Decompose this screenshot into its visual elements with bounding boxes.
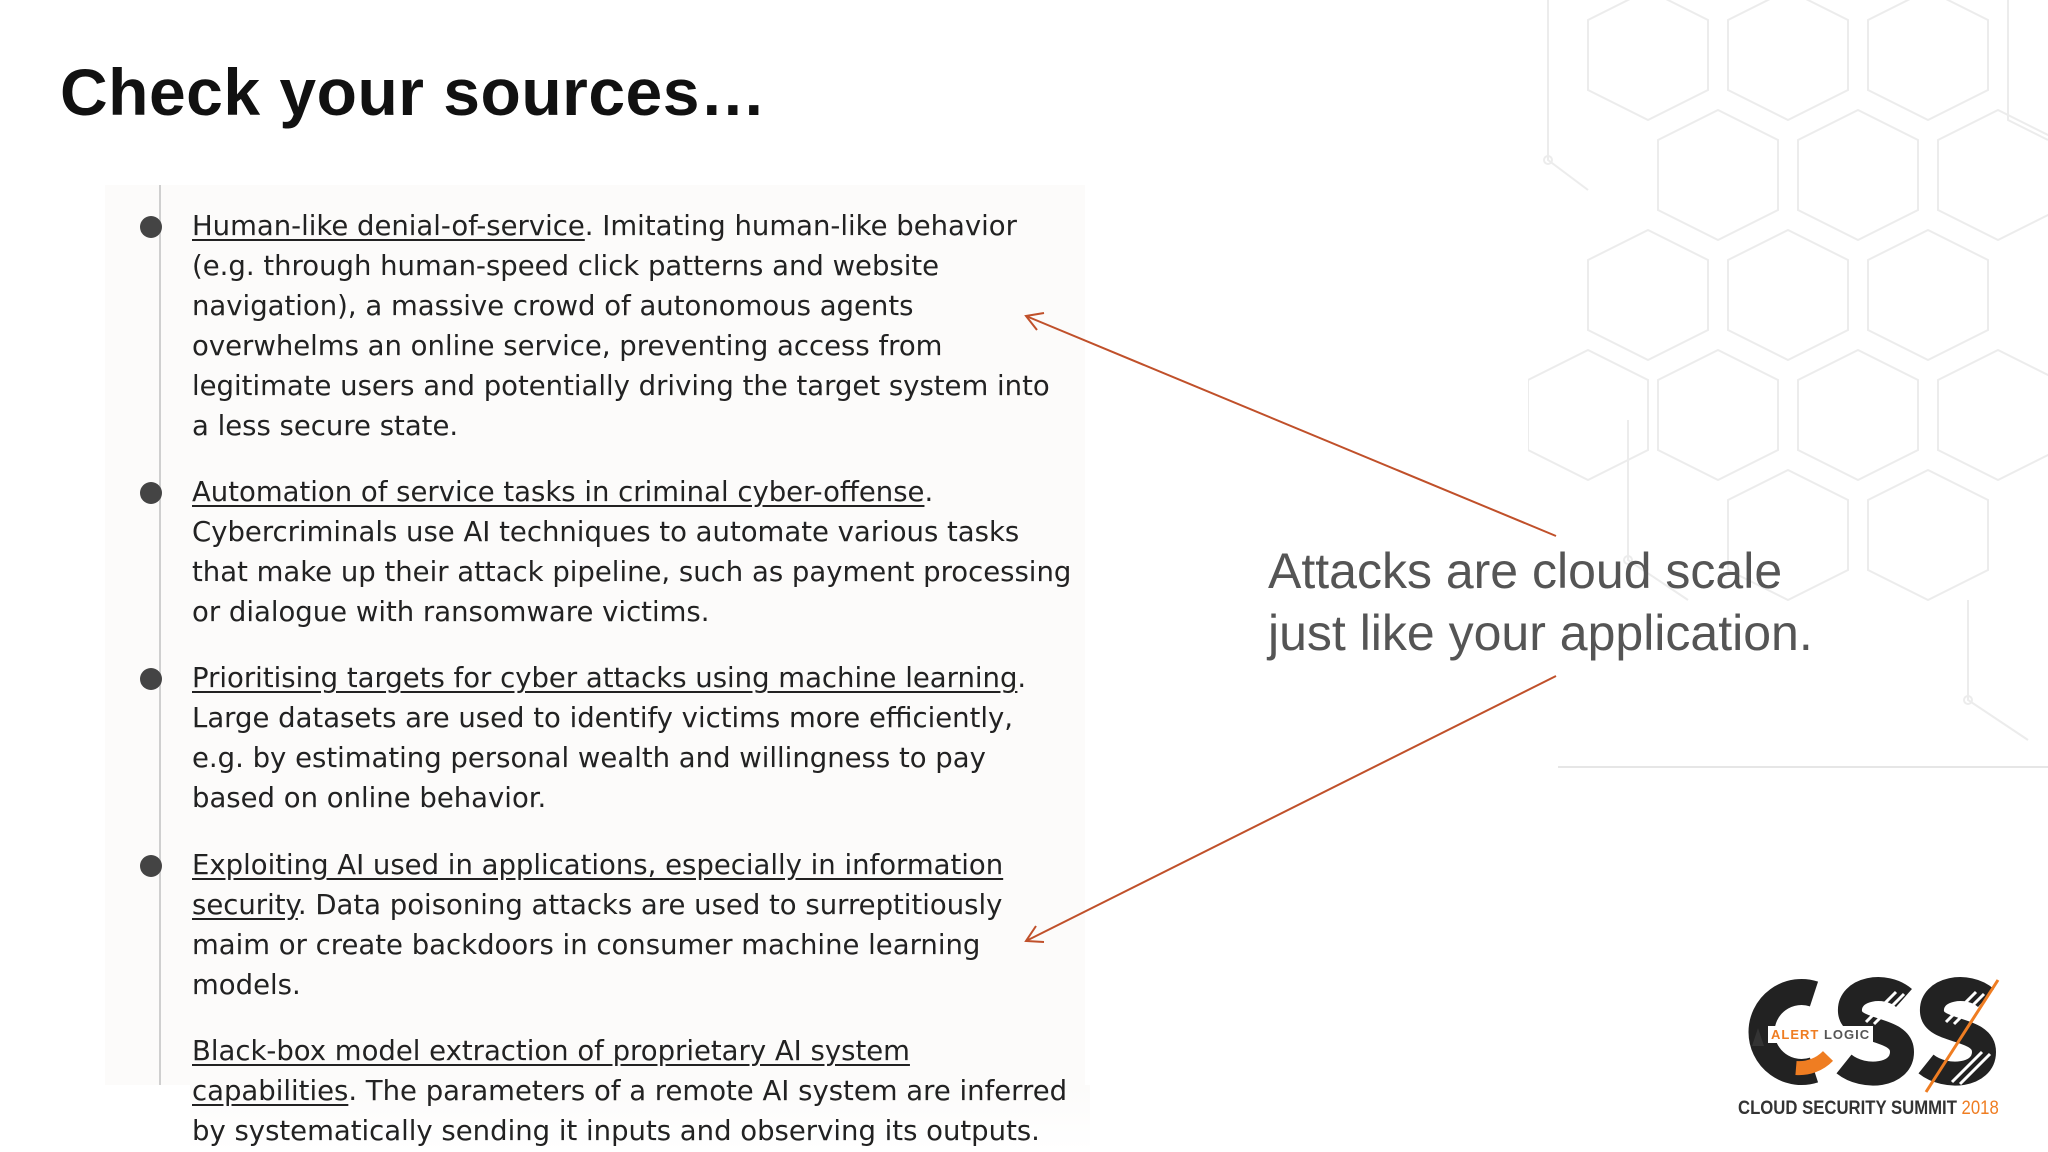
list-item <box>192 845 1072 1005</box>
summit-label: CLOUD SECURITY SUMMIT <box>1738 1098 1957 1119</box>
item-body: . Cybercriminals use AI techniques to automate various tasks that make up their attack pipeline, such as payment processing or dialogue with ransomware victims. <box>192 476 1072 628</box>
brand-text-2: LOGIC <box>1823 1027 1871 1042</box>
cloud-security-summit-logo <box>1736 972 2006 1122</box>
arrow-to-last-item <box>1026 676 1556 941</box>
brand-text: ALERT <box>1771 1027 1820 1042</box>
callout-line-2: just like your application. <box>1268 605 1813 661</box>
list-item <box>192 658 1072 818</box>
excerpt-left-rule <box>159 185 161 1085</box>
threat-list <box>192 206 1072 1151</box>
callout-line-1: Attacks are cloud scale <box>1268 543 1783 599</box>
item-heading-link[interactable]: Automation of service tasks in criminal cyber-offense <box>192 476 925 508</box>
divider-line <box>1558 766 2048 768</box>
bullet-icon <box>140 668 162 690</box>
bullet-icon <box>140 216 162 238</box>
bullet-icon <box>140 855 162 877</box>
item-heading-link[interactable]: Prioritising targets for cyber attacks using machine learning <box>192 662 1018 694</box>
item-body: . The parameters of a remote AI system are inferred by systematically sending it inputs and observing its outputs. <box>192 1075 1068 1147</box>
arrow-to-first-item <box>1026 316 1556 536</box>
list-item <box>192 472 1072 632</box>
bullet-icon <box>140 482 162 504</box>
list-item <box>192 1031 1072 1151</box>
item-body: . Data poisoning attacks are used to surreptitiously maim or create backdoors in consumer machine learning models. <box>192 889 1003 1001</box>
slide-title: Check your sources… <box>60 55 767 129</box>
item-heading-link[interactable]: Black-box model extraction of proprietary AI system capabilities <box>192 1035 910 1107</box>
callout-text <box>1268 540 1888 664</box>
item-body: . Imitating human-like behavior (e.g. through human-speed click patterns and website navigation), a massive crowd of autonomous agents overwhelms an online service, preventing access from legitimate users and potentially driving the target system into a less secure state. <box>192 210 1050 442</box>
item-heading-link[interactable]: Human-like denial-of-service <box>192 210 585 242</box>
summit-year: 2018 <box>1961 1098 1999 1119</box>
alert-logic-wordmark <box>1768 1026 1873 1043</box>
item-body: . Large datasets are used to identify victims more efficiently, e.g. by estimating personal wealth and willingness to pay based on online behavior. <box>192 662 1027 814</box>
list-item <box>192 206 1072 446</box>
summit-name <box>1738 1098 1999 1120</box>
item-heading-link[interactable]: Exploiting AI used in applications, especially in information security <box>192 849 1004 921</box>
